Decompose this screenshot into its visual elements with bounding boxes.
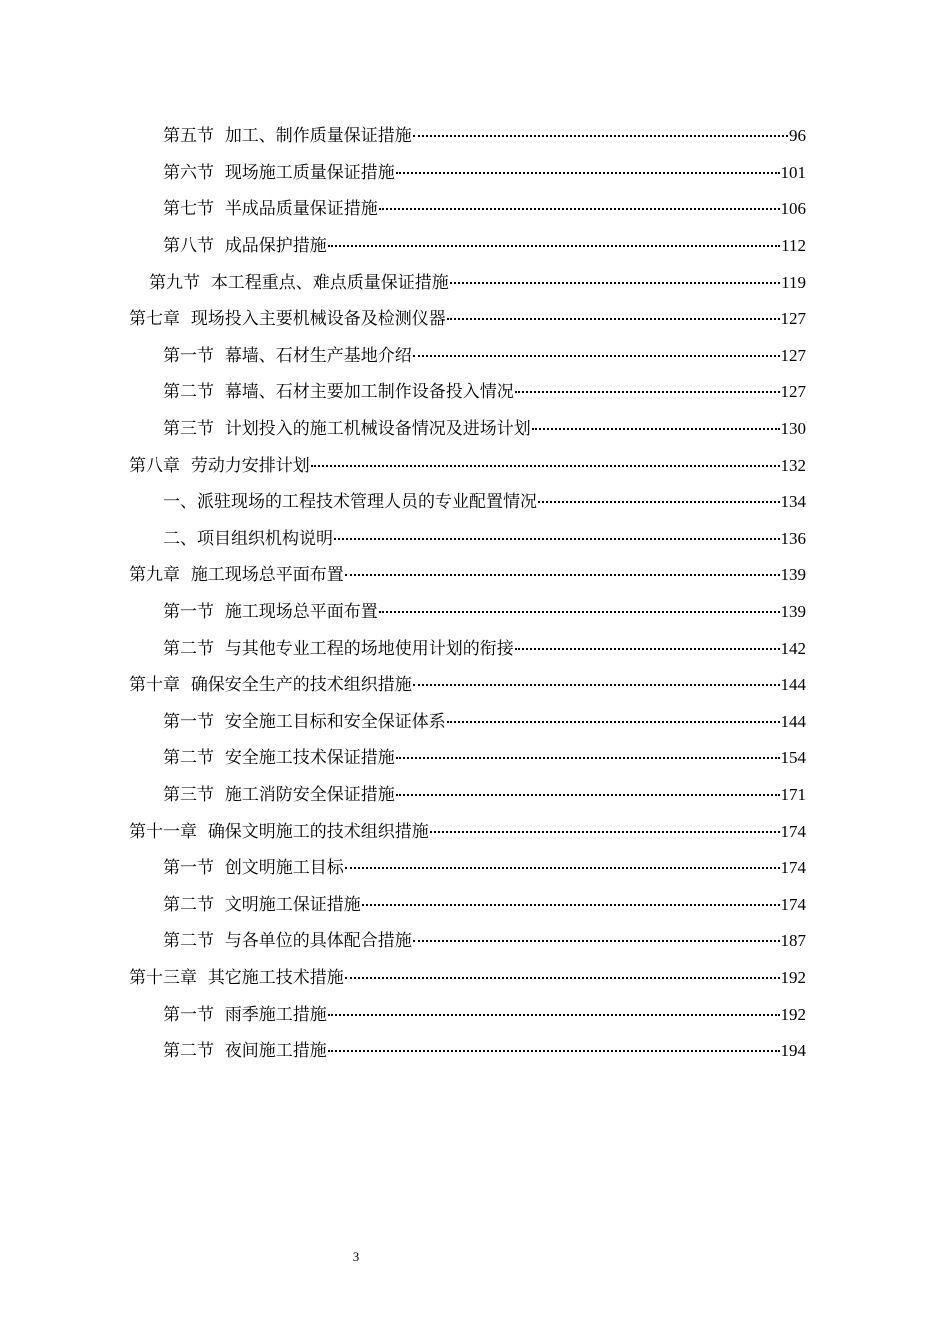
toc-entry-title: 幕墙、石材主要加工制作设备投入情况 bbox=[224, 382, 514, 403]
toc-dot-leader bbox=[379, 208, 780, 210]
toc-entry-title: 项目组织机构说明 bbox=[197, 528, 333, 549]
toc-dot-leader bbox=[345, 574, 780, 576]
toc-entry-title: 本工程重点、难点质量保证措施 bbox=[210, 272, 449, 293]
toc-entry-page: 194 bbox=[780, 1041, 806, 1061]
toc-entry-number: 第一节 bbox=[163, 602, 225, 623]
toc-entry-title: 现场投入主要机械设备及检测仪器 bbox=[190, 309, 446, 330]
toc-entry-content bbox=[163, 382, 806, 402]
toc-entry-number: 第七节 bbox=[163, 199, 225, 220]
toc-entry[interactable] bbox=[0, 960, 950, 997]
toc-dot-leader bbox=[379, 611, 780, 613]
toc-entry[interactable] bbox=[0, 521, 950, 558]
toc-entry-content bbox=[163, 748, 806, 768]
toc-entry-title: 安全施工目标和安全保证体系 bbox=[224, 711, 446, 732]
toc-entry-content bbox=[163, 236, 806, 256]
toc-dot-leader bbox=[515, 391, 780, 393]
toc-dot-leader bbox=[334, 538, 780, 540]
toc-entry[interactable] bbox=[0, 1033, 950, 1070]
toc-entry-number: 第一节 bbox=[163, 1004, 225, 1025]
toc-dot-leader bbox=[345, 867, 780, 869]
toc-entry[interactable] bbox=[0, 777, 950, 814]
toc-dot-leader bbox=[430, 831, 780, 833]
toc-entry-content bbox=[129, 565, 806, 585]
toc-dot-leader bbox=[362, 904, 780, 906]
toc-entry-page: 174 bbox=[780, 821, 806, 841]
toc-entry-title: 幕墙、石材生产基地介绍 bbox=[224, 345, 412, 366]
toc-entry-page: 136 bbox=[780, 528, 806, 548]
toc-dot-leader bbox=[396, 172, 780, 174]
toc-dot-leader bbox=[447, 318, 780, 320]
toc-dot-leader bbox=[328, 245, 780, 247]
toc-entry-number: 第二节 bbox=[163, 1041, 225, 1062]
toc-entry[interactable] bbox=[0, 594, 950, 631]
toc-entry-number: 第三节 bbox=[163, 419, 225, 440]
toc-entry-page: 127 bbox=[780, 382, 806, 402]
toc-entry-content bbox=[163, 163, 806, 183]
toc-entry-page: 144 bbox=[780, 675, 806, 695]
toc-entry-title: 夜间施工措施 bbox=[224, 1041, 327, 1062]
toc-entry-content bbox=[163, 1041, 806, 1061]
toc-entry-content bbox=[163, 931, 806, 951]
toc-entry-number: 第十章 bbox=[129, 675, 191, 696]
toc-entry-number: 第十三章 bbox=[129, 967, 208, 988]
toc-dot-leader bbox=[538, 501, 780, 503]
toc-entry[interactable] bbox=[0, 447, 950, 484]
toc-dot-leader bbox=[515, 648, 780, 650]
toc-entry-title: 计划投入的施工机械设备情况及进场计划 bbox=[224, 419, 531, 440]
toc-entry[interactable] bbox=[0, 557, 950, 594]
toc-entry-content bbox=[129, 309, 806, 329]
toc-entry-page: 171 bbox=[780, 784, 806, 804]
toc-entry-content bbox=[163, 1005, 806, 1025]
toc-entry-title: 雨季施工措施 bbox=[224, 1004, 327, 1025]
toc-entry-title: 加工、制作质量保证措施 bbox=[224, 126, 412, 147]
toc-entry-number: 第一节 bbox=[163, 345, 225, 366]
toc-entry-number: 二、 bbox=[163, 528, 197, 549]
toc-dot-leader bbox=[413, 684, 780, 686]
toc-entry[interactable] bbox=[0, 886, 950, 923]
toc-entry-number: 第八章 bbox=[129, 455, 191, 476]
toc-entry-page: 187 bbox=[780, 931, 806, 951]
toc-entry-page: 127 bbox=[780, 309, 806, 329]
toc-entry-page: 192 bbox=[780, 1004, 806, 1024]
toc-entry-page: 96 bbox=[789, 126, 806, 146]
toc-entry-number: 第六节 bbox=[163, 162, 225, 183]
toc-entry[interactable] bbox=[0, 374, 950, 411]
toc-entry-content bbox=[163, 126, 806, 146]
toc-entry-page: 192 bbox=[780, 967, 806, 987]
toc-dot-leader bbox=[345, 977, 780, 979]
toc-entry-page: 127 bbox=[780, 345, 806, 365]
toc-entry-content bbox=[163, 346, 806, 366]
toc-entry-title: 其它施工技术措施 bbox=[207, 967, 344, 988]
toc-entry-content bbox=[129, 968, 806, 988]
toc-dot-leader bbox=[396, 757, 780, 759]
toc-entry-page: 142 bbox=[780, 638, 806, 658]
toc-entry[interactable] bbox=[0, 740, 950, 777]
toc-entry-number: 第九节 bbox=[149, 272, 211, 293]
toc-dot-leader bbox=[396, 794, 780, 796]
toc-entry-title: 创文明施工目标 bbox=[224, 858, 344, 879]
toc-entry[interactable] bbox=[0, 191, 950, 228]
toc-dot-leader bbox=[447, 721, 780, 723]
toc-entry-content bbox=[163, 602, 806, 622]
toc-entry-number: 第七章 bbox=[129, 309, 191, 330]
toc-entry-title: 确保文明施工的技术组织措施 bbox=[207, 821, 429, 842]
toc-entry-title: 确保安全生产的技术组织措施 bbox=[190, 675, 412, 696]
toc-dot-leader bbox=[328, 1050, 780, 1052]
toc-entry[interactable] bbox=[0, 118, 950, 155]
toc-entry-number: 第二节 bbox=[163, 638, 225, 659]
toc-entry-content bbox=[163, 199, 806, 219]
toc-entry-number: 第二节 bbox=[163, 382, 225, 403]
toc-entry-page: 132 bbox=[780, 455, 806, 475]
toc-entry-content bbox=[163, 712, 806, 732]
toc-entry-number: 第九章 bbox=[129, 565, 191, 586]
toc-dot-leader bbox=[328, 1014, 780, 1016]
toc-entry-page: 139 bbox=[780, 565, 806, 585]
toc-entry-page: 112 bbox=[781, 236, 806, 256]
toc-entry-page: 174 bbox=[780, 894, 806, 914]
page-number: 3 bbox=[352, 1249, 360, 1264]
toc-entry-content bbox=[163, 858, 806, 878]
toc-entry-number: 第二节 bbox=[163, 748, 225, 769]
toc-entry-number: 第十一章 bbox=[129, 821, 208, 842]
toc-entry-page: 139 bbox=[780, 602, 806, 622]
toc-entry[interactable] bbox=[0, 850, 950, 887]
toc-entry-number: 第一节 bbox=[163, 711, 225, 732]
toc-entry-title: 与其他专业工程的场地使用计划的衔接 bbox=[224, 638, 514, 659]
toc-entry[interactable] bbox=[0, 484, 950, 521]
toc-entry-page: 130 bbox=[780, 419, 806, 439]
toc-entry[interactable] bbox=[0, 228, 950, 265]
toc-dot-leader bbox=[413, 355, 780, 357]
toc-entry-number: 第一节 bbox=[163, 858, 225, 879]
toc-entry[interactable] bbox=[0, 338, 950, 375]
toc-entry[interactable] bbox=[0, 155, 950, 192]
toc-entry-title: 施工消防安全保证措施 bbox=[224, 784, 395, 805]
toc-entry-page: 174 bbox=[780, 858, 806, 878]
toc-entry-number: 第五节 bbox=[163, 126, 225, 147]
toc-entry[interactable] bbox=[0, 704, 950, 741]
toc-entry-content bbox=[129, 456, 806, 476]
toc-entry[interactable] bbox=[0, 264, 950, 301]
toc-entry-title: 成品保护措施 bbox=[224, 236, 327, 257]
toc-dot-leader bbox=[450, 282, 780, 284]
toc-entry-content bbox=[163, 529, 806, 549]
toc-entry-title: 文明施工保证措施 bbox=[224, 894, 361, 915]
toc-dot-leader bbox=[413, 940, 780, 942]
toc-dot-leader bbox=[413, 135, 788, 137]
table-of-contents bbox=[0, 118, 950, 1069]
toc-dot-leader bbox=[532, 428, 780, 430]
toc-entry-content bbox=[129, 675, 806, 695]
toc-entry-content bbox=[163, 639, 806, 659]
toc-entry[interactable] bbox=[0, 923, 950, 960]
toc-entry[interactable] bbox=[0, 301, 950, 338]
toc-entry-content bbox=[129, 822, 806, 842]
toc-entry-number: 一、 bbox=[163, 492, 197, 513]
toc-entry-content bbox=[163, 895, 806, 915]
toc-entry-number: 第二节 bbox=[163, 931, 225, 952]
toc-entry-number: 第八节 bbox=[163, 236, 225, 257]
toc-entry-page: 101 bbox=[780, 162, 806, 182]
toc-entry[interactable] bbox=[0, 667, 950, 704]
toc-entry-title: 现场施工质量保证措施 bbox=[224, 162, 395, 183]
toc-entry-page: 134 bbox=[780, 492, 806, 512]
toc-dot-leader bbox=[311, 465, 780, 467]
toc-entry-title: 安全施工技术保证措施 bbox=[224, 748, 395, 769]
toc-entry-content bbox=[163, 492, 806, 512]
toc-entry-content bbox=[149, 273, 806, 293]
toc-entry-title: 与各单位的具体配合措施 bbox=[224, 931, 412, 952]
toc-entry-number: 第二节 bbox=[163, 894, 225, 915]
toc-entry-title: 施工现场总平面布置 bbox=[190, 565, 344, 586]
toc-entry-title: 派驻现场的工程技术管理人员的专业配置情况 bbox=[197, 492, 537, 513]
toc-entry-page: 154 bbox=[780, 748, 806, 768]
toc-entry-page: 144 bbox=[780, 711, 806, 731]
toc-entry[interactable] bbox=[0, 630, 950, 667]
toc-entry[interactable] bbox=[0, 996, 950, 1033]
toc-entry[interactable] bbox=[0, 813, 950, 850]
toc-entry-page: 106 bbox=[780, 199, 806, 219]
toc-entry-title: 半成品质量保证措施 bbox=[224, 199, 378, 220]
toc-entry-title: 劳动力安排计划 bbox=[190, 455, 310, 476]
toc-entry-content bbox=[163, 419, 806, 439]
toc-entry-number: 第三节 bbox=[163, 784, 225, 805]
toc-entry-page: 119 bbox=[781, 272, 806, 292]
toc-entry-title: 施工现场总平面布置 bbox=[224, 602, 378, 623]
toc-entry-content bbox=[163, 785, 806, 805]
toc-entry[interactable] bbox=[0, 411, 950, 448]
